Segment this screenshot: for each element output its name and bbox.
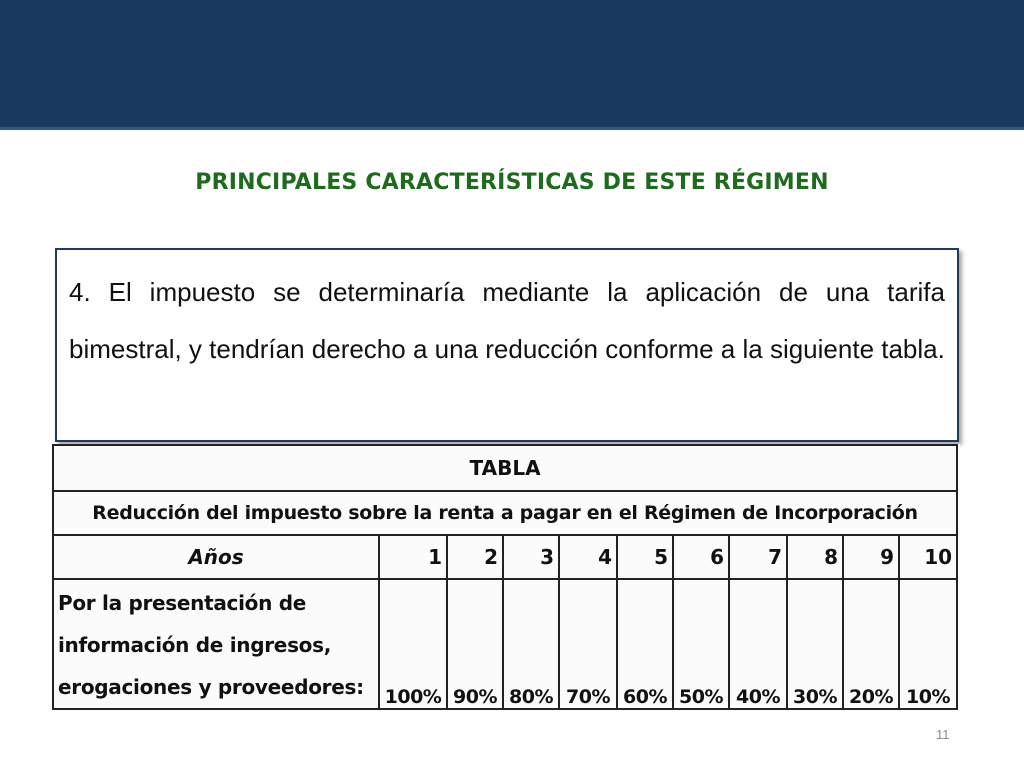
value-cell: 60% bbox=[617, 579, 673, 709]
top-banner bbox=[0, 0, 1024, 130]
value-cell: 100% bbox=[379, 579, 447, 709]
table-title: TABLA bbox=[53, 445, 957, 491]
year-cell: 8 bbox=[787, 535, 843, 579]
year-cell: 9 bbox=[843, 535, 899, 579]
value-cell: 10% bbox=[899, 579, 957, 709]
row-label bbox=[53, 579, 379, 709]
row-label-line: información de ingresos, bbox=[58, 633, 332, 657]
paragraph-text: 4. El impuesto se determinaría mediante la aplicación de una tarifa bimestral, y tendrían derecho a una reducción conforme a la siguiente tabla. bbox=[69, 277, 945, 364]
value-cell: 30% bbox=[787, 579, 843, 709]
value-cell: 80% bbox=[503, 579, 559, 709]
table-subtitle: Reducción del impuesto sobre la renta a pagar en el Régimen de Incorporación bbox=[53, 491, 957, 535]
value-cell: 70% bbox=[559, 579, 617, 709]
row-label-line: Por la presentación de bbox=[58, 591, 306, 615]
year-cell: 10 bbox=[899, 535, 957, 579]
page-number: 11 bbox=[936, 727, 950, 742]
value-cell: 20% bbox=[843, 579, 899, 709]
reduction-table bbox=[52, 444, 958, 710]
values-row bbox=[53, 579, 957, 709]
year-cell: 3 bbox=[503, 535, 559, 579]
year-cell: 2 bbox=[447, 535, 503, 579]
years-label: Años bbox=[53, 535, 379, 579]
year-cell: 4 bbox=[559, 535, 617, 579]
years-row bbox=[53, 535, 957, 579]
slide-title: PRINCIPALES CARACTERÍSTICAS DE ESTE RÉGIMEN bbox=[195, 170, 829, 195]
scanned-table-image bbox=[52, 444, 960, 706]
value-cell: 50% bbox=[673, 579, 729, 709]
year-cell: 1 bbox=[379, 535, 447, 579]
value-cell: 40% bbox=[729, 579, 787, 709]
row-label-line: erogaciones y proveedores: bbox=[58, 675, 364, 699]
year-cell: 6 bbox=[673, 535, 729, 579]
text-box bbox=[55, 248, 959, 442]
year-cell: 5 bbox=[617, 535, 673, 579]
value-cell: 90% bbox=[447, 579, 503, 709]
year-cell: 7 bbox=[729, 535, 787, 579]
